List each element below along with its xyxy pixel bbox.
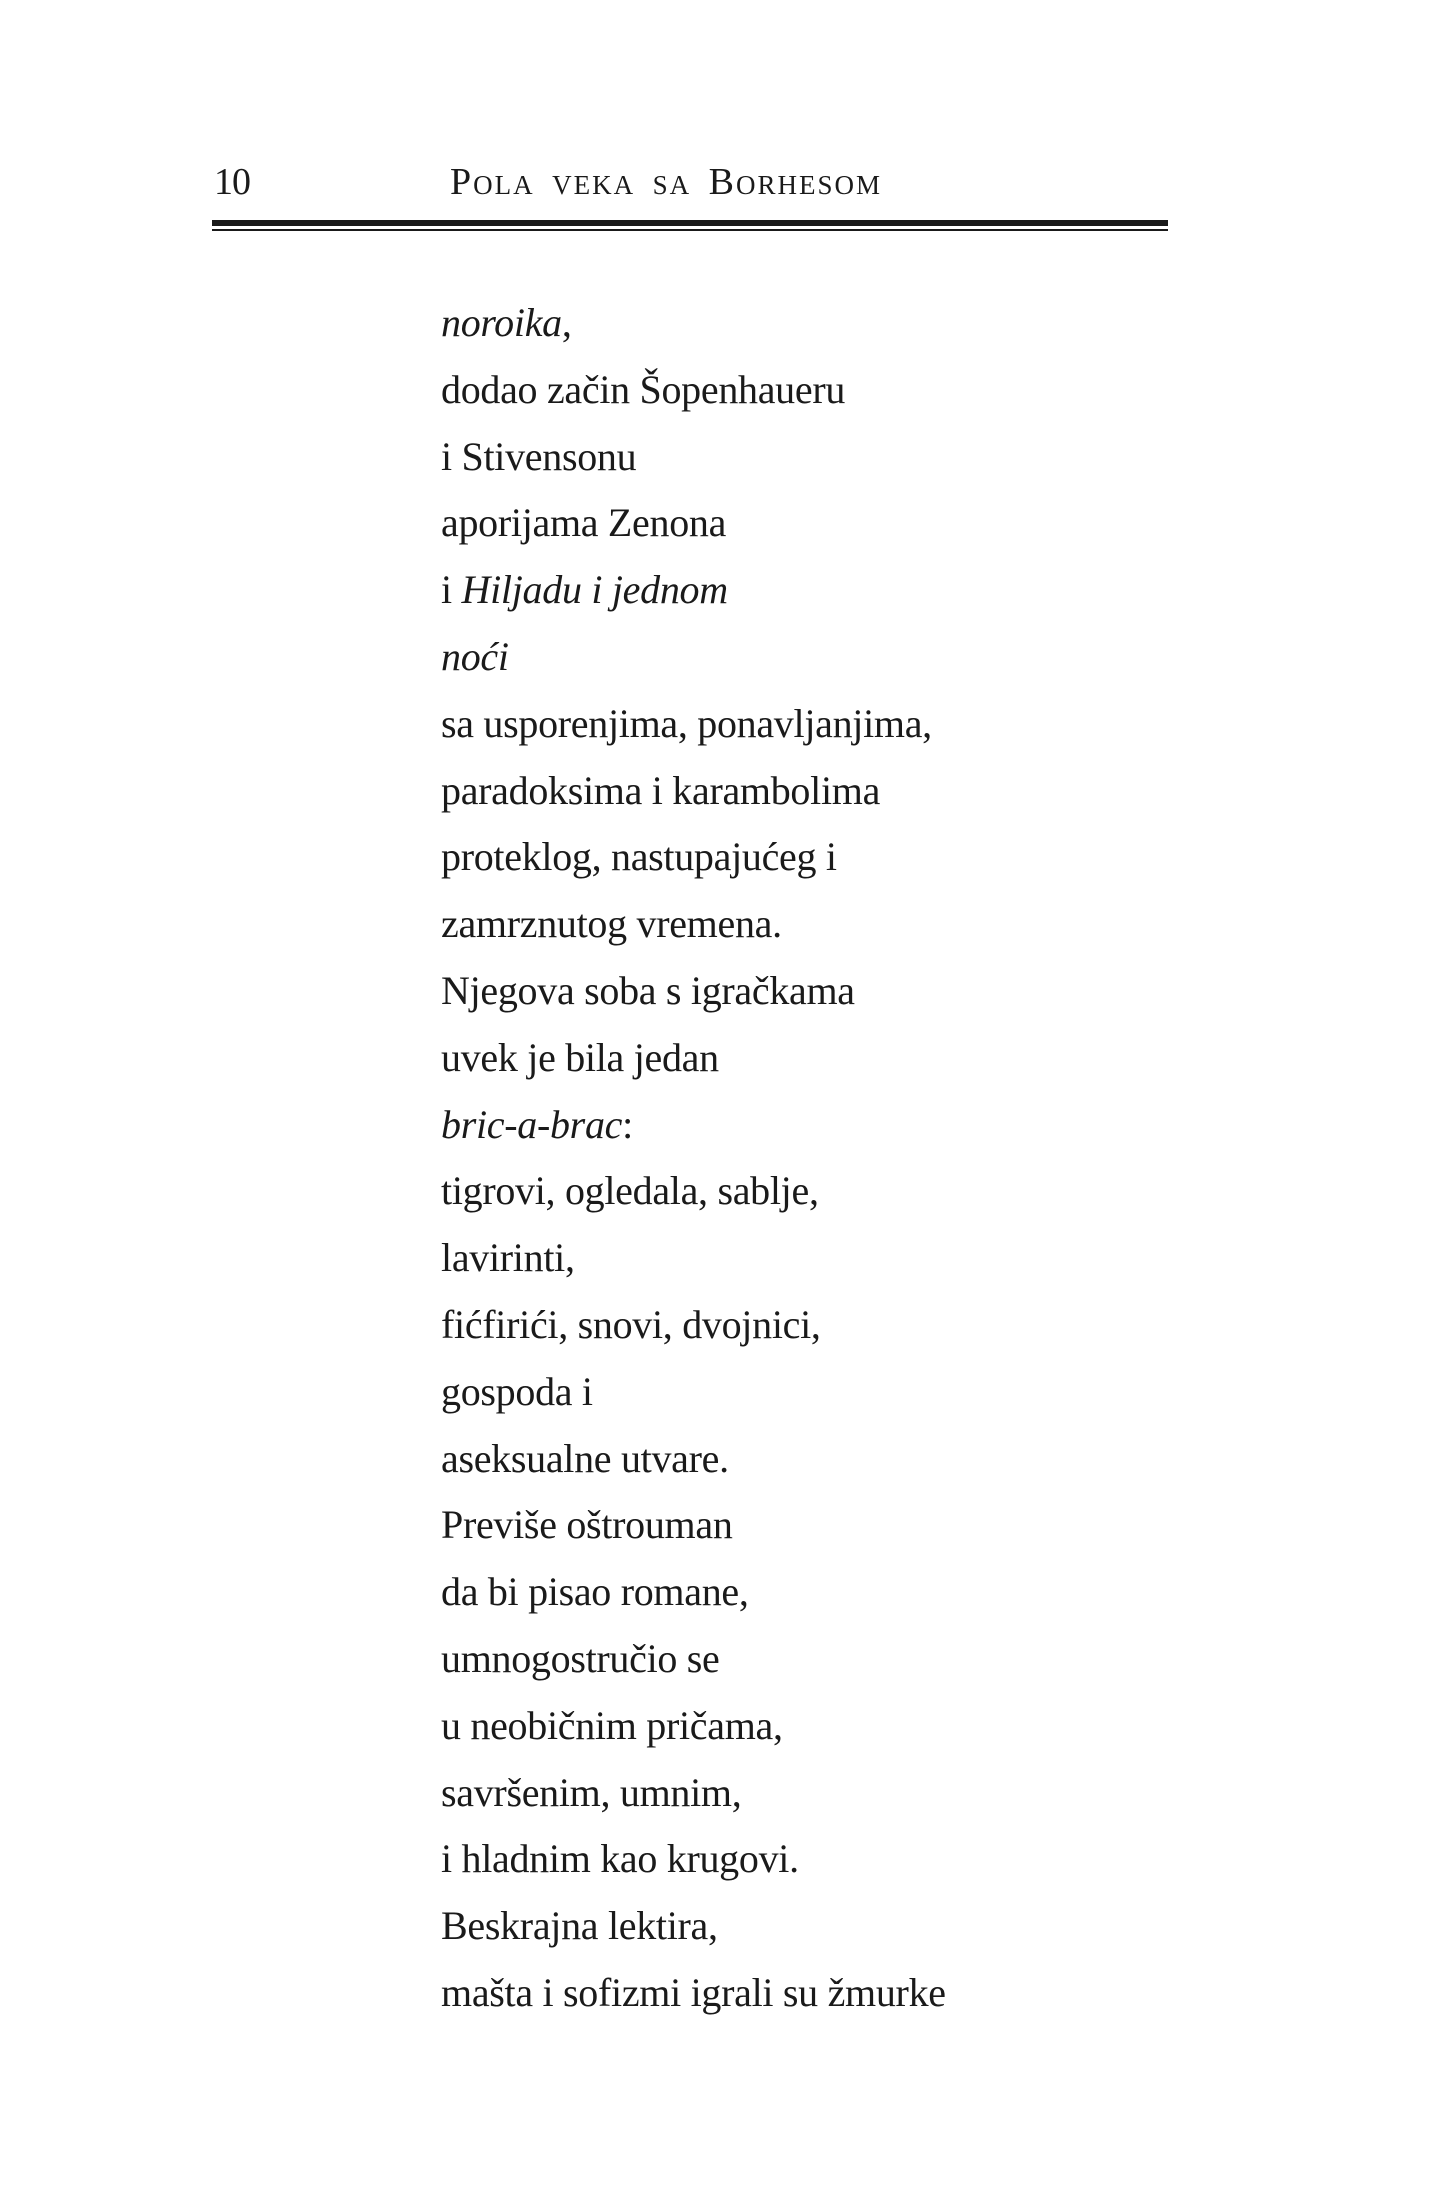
poem-line — [441, 1025, 946, 1092]
text: Beskrajna lektira, — [441, 1903, 718, 1949]
poem-line — [441, 1292, 946, 1359]
text: Previše oštrouman — [441, 1502, 733, 1548]
italic-text: bric-a-brac — [441, 1101, 623, 1147]
running-head-title: Pola veka sa Borhesom — [450, 161, 882, 203]
text: mašta i sofizmi igrali su žmurke — [441, 1969, 946, 2015]
text: i Stivensonu — [441, 433, 637, 479]
poem-line — [441, 691, 946, 758]
text: lavirinti, — [441, 1235, 575, 1281]
text: tigrovi, ogledala, sablje, — [441, 1168, 819, 1214]
header-rule-thick — [212, 220, 1168, 226]
poem-line — [441, 1225, 946, 1292]
text: paradoksima i karambolima — [441, 767, 881, 813]
poem-line — [441, 424, 946, 491]
poem-line — [441, 1693, 946, 1760]
italic-text: Hiljadu i jednom — [461, 567, 728, 613]
text: zamrznutog vremena. — [441, 901, 782, 947]
text: sa usporenjima, ponavljanjima, — [441, 700, 932, 746]
poem-line — [441, 958, 946, 1025]
poem-line — [441, 290, 946, 357]
poem-line — [441, 1960, 946, 2027]
text: aporijama Zenona — [441, 500, 727, 546]
text: da bi pisao romane, — [441, 1569, 749, 1615]
poem-line — [441, 1893, 946, 1960]
text: : — [622, 1101, 633, 1147]
text: u neobičnim pričama, — [441, 1702, 783, 1748]
poem-line — [441, 1626, 946, 1693]
text: fićfirići, snovi, dvojnici, — [441, 1301, 821, 1347]
page-number: 10 — [214, 161, 250, 203]
text: gospoda i — [441, 1368, 593, 1414]
text: i — [441, 567, 462, 613]
poem-line — [441, 1092, 946, 1159]
poem-line — [441, 624, 946, 691]
italic-text: noroika — [441, 300, 562, 345]
poem-line — [441, 490, 946, 557]
poem-line — [441, 1760, 946, 1827]
text: aseksualne utvare. — [441, 1435, 729, 1481]
text: uvek je bila jedan — [441, 1034, 719, 1080]
text: proteklog, nastupajućeg i — [441, 834, 837, 880]
poem-line — [441, 1426, 946, 1493]
poem-line — [441, 1359, 946, 1426]
text: , — [561, 300, 572, 345]
poem-line — [441, 357, 946, 424]
poem-line — [441, 1826, 946, 1893]
poem-line — [441, 824, 946, 891]
text: umnogostručio se — [441, 1635, 720, 1681]
text: i hladnim kao krugovi. — [441, 1836, 799, 1882]
poem-line — [441, 891, 946, 958]
italic-text: noći — [441, 633, 509, 679]
header-rule-thin — [212, 229, 1168, 231]
text: savršenim, umnim, — [441, 1769, 742, 1815]
text: Njegova soba s igračkama — [441, 967, 855, 1013]
poem-line — [441, 758, 946, 825]
poem-body — [441, 290, 946, 2027]
poem-line — [441, 557, 946, 624]
poem-line — [441, 1158, 946, 1225]
poem-line — [441, 1559, 946, 1626]
poem-line — [441, 1492, 946, 1559]
text: dodao začin Šopenhaueru — [441, 366, 846, 412]
